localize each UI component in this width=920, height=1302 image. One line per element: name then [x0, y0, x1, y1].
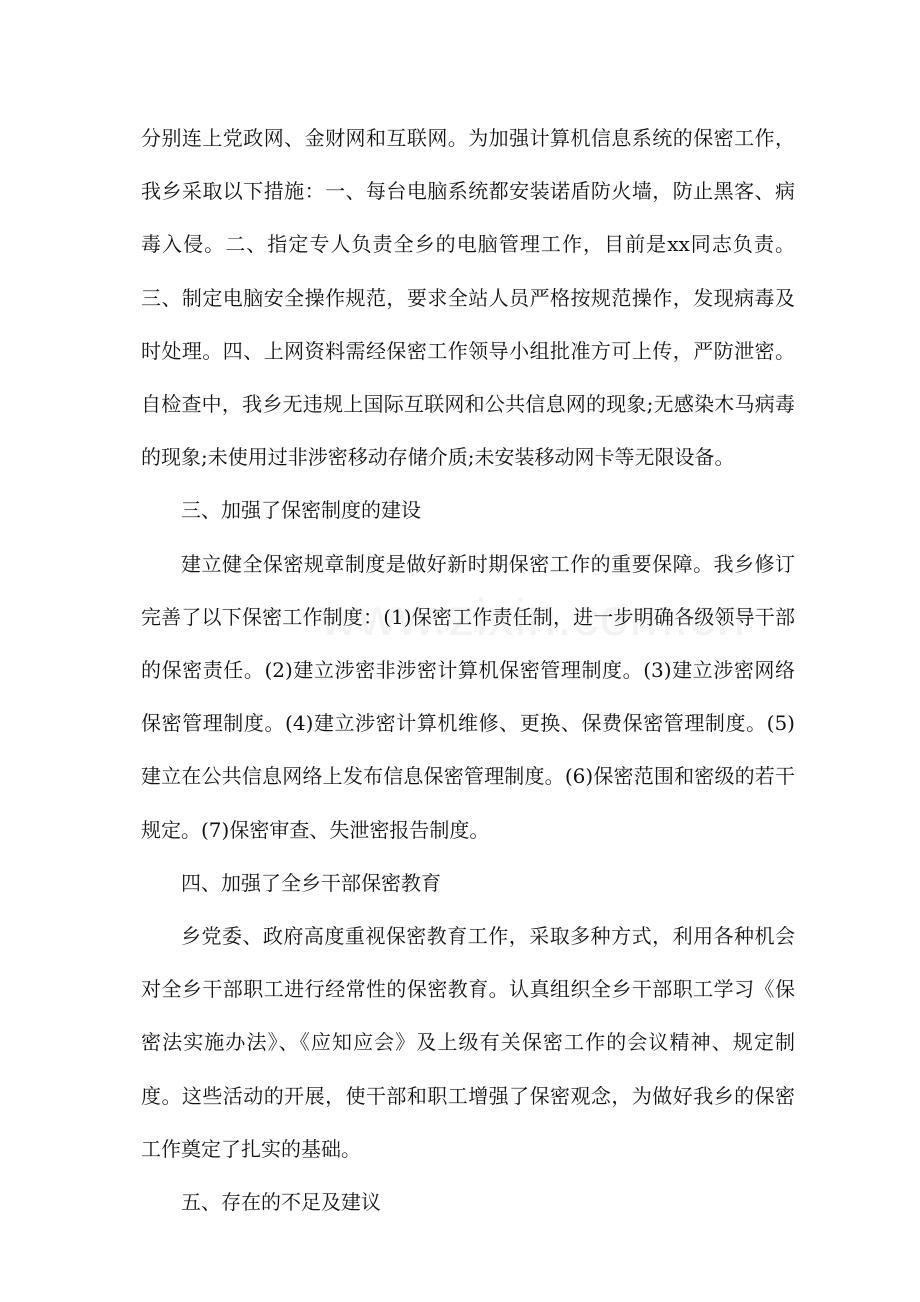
section-heading-5: 五、存在的不足及建议	[181, 1190, 381, 1215]
section-heading-4: 四、加强了全乡干部保密教育	[181, 870, 441, 895]
paragraph-confidentiality-rules: 建立健全保密规章制度是做好新时期保密工作的重要保障。我乡修订完善了以下保密工作制度：(1)保密工作责任制，进一步明确各级领导干部的保密责任。(2)建立涉密非涉密计算机保密管理制度。(3)建立涉密网络保密管理制度。(4)建立涉密计算机维修、更换、保费保密管理制度。(5)建立在公共信息网络上发布信息保密管理制度。(6)保密范围和密级的若干规定。(7)保密审查、失泄密报告制度。	[141, 551, 795, 842]
section-heading-3: 三、加强了保密制度的建设	[181, 498, 421, 523]
document-body	[141, 112, 795, 1229]
paragraph-confidentiality-education: 乡党委、政府高度重视保密教育工作，采取多种方式，利用各种机会对全乡干部职工进行经常性的保密教育。认真组织全乡干部职工学习《保密法实施办法》、《应知应会》及上级有关保密工作的会议精神、规定制度。这些活动的开展，使干部和职工增强了保密观念，为做好我乡的保密工作奠定了扎实的基础。	[141, 924, 795, 1161]
paragraph-network-security: 分别连上党政网、金财网和互联网。为加强计算机信息系统的保密工作，我乡采取以下措施：一、每台电脑系统都安装诺盾防火墙，防止黑客、病毒入侵。二、指定专人负责全乡的电脑管理工作，目前是xx同志负责。三、制定电脑安全操作规范，要求全站人员严格按规范操作，发现病毒及时处理。四、上网资料需经保密工作领导小组批准方可上传，严防泄密。自检查中，我乡无违规上国际互联网和公共信息网的现象;无感染木马病毒的现象;未使用过非涉密移动存储介质;未安装移动网卡等无限设备。	[141, 126, 795, 470]
